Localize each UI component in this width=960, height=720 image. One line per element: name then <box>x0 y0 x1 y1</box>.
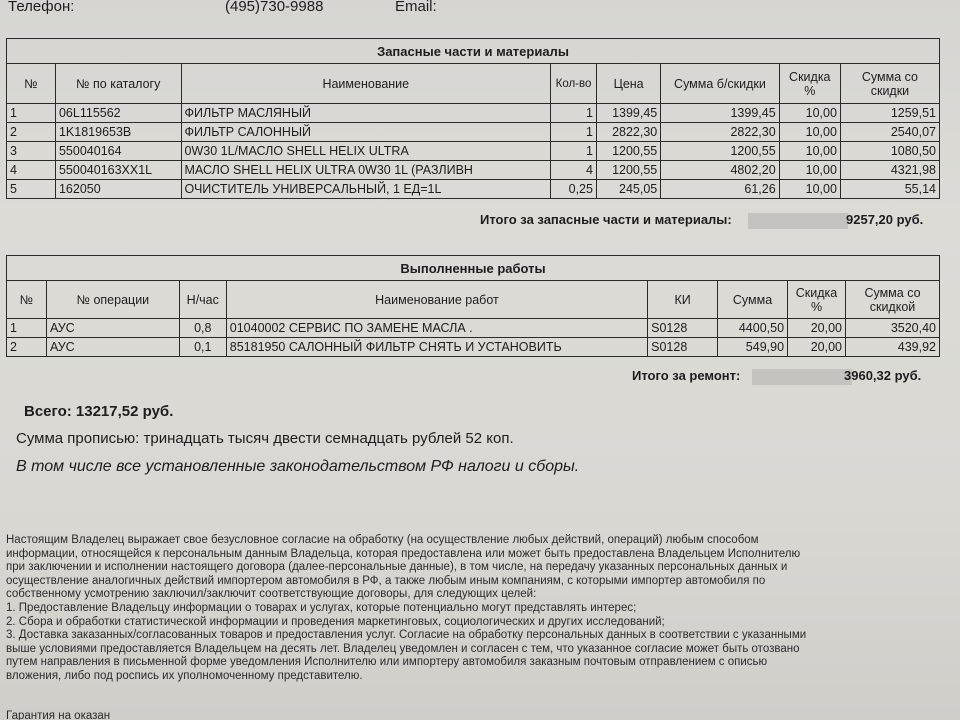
redacted-box <box>752 369 852 385</box>
cell: 55,14 <box>840 180 939 199</box>
cell: 162050 <box>55 180 181 199</box>
cell: 10,00 <box>779 123 840 142</box>
table-row <box>7 319 940 338</box>
cell: 10,00 <box>779 161 840 180</box>
cell: 1 <box>7 319 47 338</box>
cell: 1200,55 <box>661 142 779 161</box>
cell: 4400,50 <box>718 319 788 338</box>
works-col-discount: Скидка % <box>788 281 846 319</box>
parts-col-discount: Скидка % <box>779 64 840 104</box>
text-line: собственному усмотрению заключил/заключит соответствующие договоры, для следующих целей: <box>6 588 537 601</box>
cell: 1K1819653B <box>55 123 181 142</box>
cell: 5 <box>7 180 56 199</box>
works-col-ki: КИ <box>648 281 718 319</box>
works-total-value: 3960,32 руб. <box>844 368 922 383</box>
cell: 3 <box>7 142 56 161</box>
text-line: осуществление аналогичных действий импортером автомобиля в РФ, а также любым иным компаниям, с которыми импортер автомобиля по <box>6 574 766 587</box>
phone-value: (495)730-9988 <box>225 0 324 15</box>
cell: 1080,50 <box>840 142 939 161</box>
text-line: Настоящим Владелец выражает свое безусловное согласие на обработку (на осуществление любых действий, операций) любым способом <box>6 534 759 546</box>
table-row <box>7 161 940 180</box>
parts-col-catalog: № по каталогу <box>55 64 181 104</box>
cell: S0128 <box>648 319 718 338</box>
phone-label: Телефон: <box>8 0 75 15</box>
cell: 10,00 <box>779 142 840 161</box>
text-line: 3. Доставка заказанных/согласованных товаров и предоставления услуг. Согласие на обработку персональных данных в соответствии с указанными <box>6 629 807 642</box>
cell: 1 <box>551 123 597 142</box>
cell: 10,00 <box>779 104 840 123</box>
text-line: при заключении и исполнении настоящего договора (далее-персональные данные), в том числе, на передачу указанных персональных данных и <box>6 561 788 574</box>
cell: 1 <box>551 104 597 123</box>
amount-in-words: Сумма прописью: тринадцать тысяч двести семнадцать рублей 52 коп. <box>16 430 514 447</box>
table-row <box>7 142 940 161</box>
cell: 1259,51 <box>840 104 939 123</box>
text-line: информации, относящейся к персональным данным Владельца, которая предоставлена или может быть предоставлена Владельцем Исполнителю <box>6 547 801 560</box>
taxes-note: В том числе все установленные законодательством РФ налоги и сборы. <box>16 458 580 475</box>
text-line: выше условиями предоставляется Владельцем на десять лет. Владелец уведомлен и согласен с тем, что указанное согласие может быть отозвано <box>6 642 800 655</box>
parts-total-value: 9257,20 руб. <box>846 212 924 227</box>
works-total-label: Итого за ремонт: <box>632 368 741 383</box>
table-row <box>7 338 940 357</box>
cell: ОЧИСТИТЕЛЬ УНИВЕРСАЛЬНЫЙ, 1 ЕД=1L <box>181 180 551 199</box>
works-total <box>0 368 960 388</box>
cell: АУС <box>46 319 179 338</box>
cell: 439,92 <box>846 338 940 357</box>
cell: 550040163XX1L <box>55 161 181 180</box>
parts-table <box>6 38 940 199</box>
cell: 0,1 <box>179 338 226 357</box>
parts-total-label: Итого за запасные части и материалы: <box>480 212 732 227</box>
cell: S0128 <box>648 338 718 357</box>
cell: 1399,45 <box>596 104 660 123</box>
parts-col-sum: Сумма б/скидки <box>661 64 779 104</box>
cell: ФИЛЬТР МАСЛЯНЫЙ <box>181 104 551 123</box>
cell: МАСЛО SHELL HELIX ULTRA 0W30 1L (РАЗЛИВН <box>181 161 551 180</box>
cell: 4 <box>551 161 597 180</box>
table-row <box>7 180 940 199</box>
cell: 1399,45 <box>661 104 779 123</box>
cell: 4321,98 <box>840 161 939 180</box>
works-col-operation: № операции <box>46 281 179 319</box>
works-col-sum: Сумма <box>718 281 788 319</box>
cell: 01040002 СЕРВИС ПО ЗАМЕНЕ МАСЛА . <box>226 319 647 338</box>
cell: 2540,07 <box>840 123 939 142</box>
consent-text <box>6 534 946 684</box>
cell: ФИЛЬТР САЛОННЫЙ <box>181 123 551 142</box>
cell: 2822,30 <box>596 123 660 142</box>
cell: 06L115562 <box>55 104 181 123</box>
cell: 2822,30 <box>661 123 779 142</box>
contact-line <box>0 0 960 18</box>
parts-col-sum-discounted: Сумма со скидки <box>840 64 939 104</box>
works-header-row <box>7 281 940 319</box>
cell: АУС <box>46 338 179 357</box>
redacted-box <box>748 213 848 229</box>
parts-total <box>0 212 960 232</box>
cell: 1 <box>7 104 56 123</box>
works-col-num: № <box>7 281 47 319</box>
table-row <box>7 104 940 123</box>
works-col-hours: Н/час <box>179 281 226 319</box>
cell: 4802,20 <box>661 161 779 180</box>
cell: 61,26 <box>661 180 779 199</box>
parts-header-row <box>7 64 940 104</box>
text-line: 1. Предоставление Владельцу информации о товарах и услугах, которые потенциально могут представлять интерес; <box>6 601 637 614</box>
cell: 2 <box>7 338 47 357</box>
parts-table-title: Запасные части и материалы <box>7 39 940 64</box>
parts-col-qty: Кол-во <box>551 64 597 104</box>
cell: 20,00 <box>788 338 846 357</box>
text-line: путем направления в письменной форме уведомления Исполнителю или импортеру автомобиля заказным почтовым отправлением с описью <box>6 656 768 669</box>
cell: 85181950 САЛОННЫЙ ФИЛЬТР СНЯТЬ И УСТАНОВИТЬ <box>226 338 647 357</box>
text-line: вложения, либо под роспись их уполномоченному представителю. <box>6 669 363 682</box>
cell: 245,05 <box>596 180 660 199</box>
works-col-sum-discounted: Сумма со скидкой <box>846 281 940 319</box>
cell: 4 <box>7 161 56 180</box>
cell: 20,00 <box>788 319 846 338</box>
email-label: Email: <box>395 0 437 15</box>
cell: 2 <box>7 123 56 142</box>
text-line: 2. Сбора и обработки статистической информации и проведения маркетинговых, социологических и других исследований; <box>6 615 665 628</box>
works-table <box>6 255 940 357</box>
cell: 549,90 <box>718 338 788 357</box>
parts-col-num: № <box>7 64 56 104</box>
cell: 1200,55 <box>596 161 660 180</box>
parts-col-price: Цена <box>596 64 660 104</box>
cell: 0W30 1L/МАСЛО SHELL HELIX ULTRA <box>181 142 551 161</box>
cell: 550040164 <box>55 142 181 161</box>
cell: 10,00 <box>779 180 840 199</box>
cell: 1 <box>551 142 597 161</box>
grand-total: Всего: 13217,52 руб. <box>24 403 174 420</box>
works-col-name: Наименование работ <box>226 281 647 319</box>
cell: 1200,55 <box>596 142 660 161</box>
cell: 3520,40 <box>846 319 940 338</box>
cropped-footer-text: Гарантия на оказан <box>6 710 111 720</box>
works-table-title: Выполненные работы <box>7 256 940 281</box>
parts-col-name: Наименование <box>181 64 551 104</box>
cell: 0,25 <box>551 180 597 199</box>
table-row <box>7 123 940 142</box>
cell: 0,8 <box>179 319 226 338</box>
